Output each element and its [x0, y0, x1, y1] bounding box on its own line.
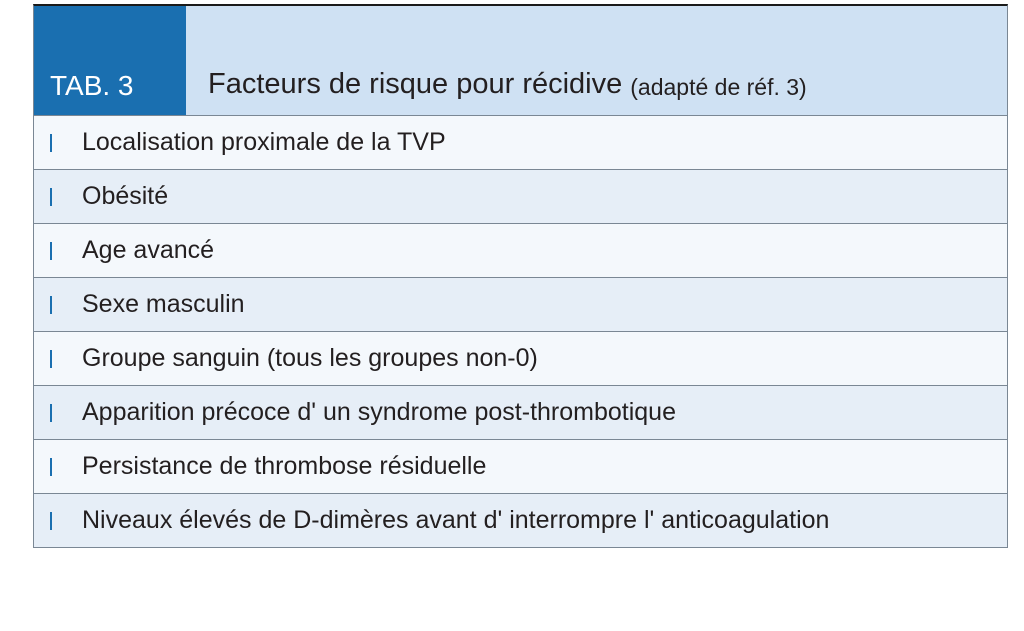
row-text: Sexe masculin — [82, 290, 245, 318]
row-text: Niveaux élevés de D-dimères avant d' interrompre l' anticoagulation — [82, 506, 830, 534]
bullet-bar-icon — [50, 188, 52, 206]
bullet-bar-icon — [50, 296, 52, 314]
bullet-bar-icon — [50, 512, 52, 530]
bullet-bar-icon — [50, 350, 52, 368]
bullet-bar-icon — [50, 458, 52, 476]
bullet-bar-icon — [50, 134, 52, 152]
row-text: Localisation proximale de la TVP — [82, 128, 446, 156]
table-title-cell — [186, 6, 1007, 115]
table-row — [34, 386, 1007, 440]
table-title: Facteurs de risque pour récidive — [208, 68, 623, 100]
table-row — [34, 494, 1007, 548]
risk-factor-table — [33, 4, 1008, 548]
row-text: Age avancé — [82, 236, 215, 264]
bullet-bar-icon — [50, 404, 52, 422]
row-text: Groupe sanguin (tous les groupes non-0) — [82, 344, 538, 372]
table-row — [34, 332, 1007, 386]
table-row — [34, 278, 1007, 332]
bullet-bar-icon — [50, 242, 52, 260]
table-number-label: TAB. 3 — [34, 6, 186, 115]
table-header — [34, 6, 1007, 116]
table-row — [34, 440, 1007, 494]
row-text: Obésité — [82, 182, 169, 210]
table-subtitle: (adapté de réf. 3) — [630, 74, 807, 100]
row-text: Persistance de thrombose résiduelle — [82, 452, 487, 480]
table-row — [34, 116, 1007, 170]
table-row — [34, 224, 1007, 278]
row-text: Apparition précoce d' un syndrome post-thrombotique — [82, 398, 676, 426]
table-row — [34, 170, 1007, 224]
